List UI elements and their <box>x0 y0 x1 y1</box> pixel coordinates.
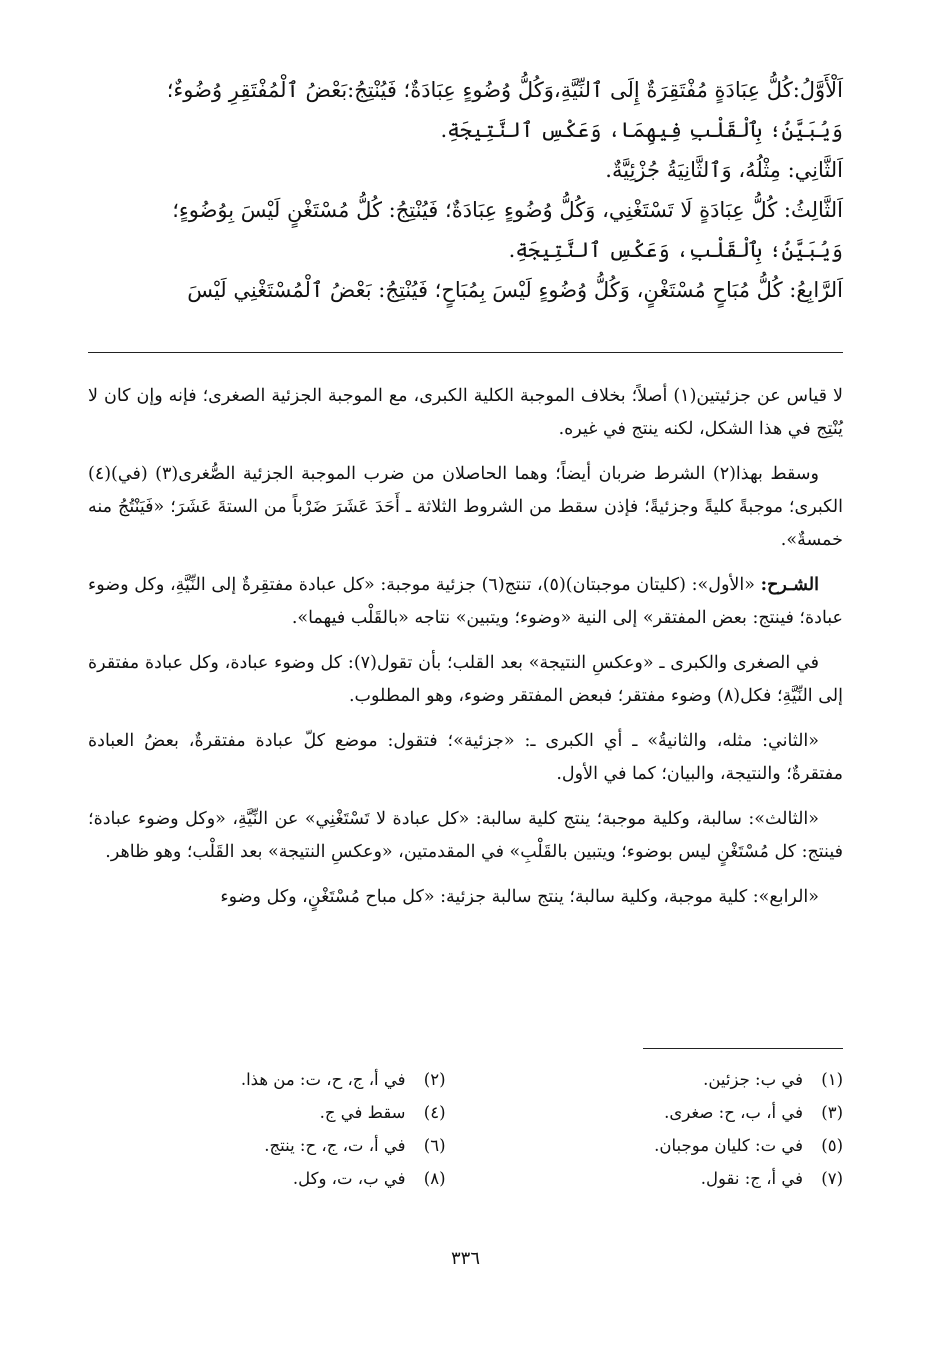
footnote-text: في ب، ت، وكل. <box>292 1169 406 1188</box>
footnote-number: (٤) <box>423 1103 446 1122</box>
footnote-text: في أ، ج: نقول. <box>700 1169 803 1188</box>
footnote-number: (٨) <box>423 1169 446 1188</box>
footnote <box>88 1066 446 1093</box>
sharh-commentary <box>88 380 843 926</box>
sharh-paragraph-text: «الأول»: (كليتان موجبتان)(٥)، تنتج(٦) جزئية موجبة: «كل عبادة مفتقِرةٌ إلى النِّيَّةِ، وكل وضوء عبادة؛ فينتج: بعض المفتقر» إلى النية «وضوء؛ ويتبين» نتاجه «بالقَلْب فيهما». <box>88 575 843 628</box>
sharh-paragraph: في الصغرى والكبرى ـ «وعكسِ النتيجة» بعد القلب؛ بأن تقول(٧): كل وضوء عبادة، وكل عبادة مفتقرة إلى النِّيَّةِ؛ فكل(٨) وضوء مفتقر؛ فبعض المفتقر وضوء، وهو المطلوب. <box>88 653 843 706</box>
sharh-paragraph: لا قياس عن جزئيتين(١) أصلاً؛ بخلاف الموجبة الكلية الكبرى، مع الموجبة الجزئية الصغرى؛ فإنه وإن كان لا يُنْتِج في هذا الشكل، لكنه ينتج في غيره. <box>88 386 844 439</box>
sharh-paragraph: «الثالث»: سالبة، وكلية موجبة؛ ينتج كلية سالبة: «كل عبادة لا تَسْتَغْنِي» عن النِّيَّةِ، «وكل وضوء عبادة؛ فينتج: كل مُسْتَغْنٍ ليس بوضوء؛ ويتبين بالقَلْبِ» في المقدمتين، «وعكسِ النتيجة» بعد القَلْب؛ وهو ظاهر. <box>88 809 843 862</box>
footnote <box>88 1132 446 1159</box>
footnote <box>486 1066 844 1093</box>
footnote <box>486 1132 844 1159</box>
matn-text <box>88 70 843 310</box>
footnote-text: في ب: جزئين. <box>703 1070 803 1089</box>
matn-line: وَيُبَيَّنُ؛ بِٱلْقَلْبِ فِيهِمَا، وَعَكْسِ ٱلنَّتِيجَةِ. <box>440 118 843 142</box>
footnote-number: (٦) <box>423 1136 446 1155</box>
footnote-number: (١) <box>821 1070 843 1089</box>
footnote-number: (٥) <box>821 1136 843 1155</box>
footnote-divider <box>643 1048 843 1049</box>
footnote-number: (٣) <box>821 1103 843 1122</box>
matn-line: اَلرَّابِعُ: كُلُّ مُبَاحٍ مُسْتَغْنٍ، وَكُلُّ وُضُوءٍ لَيْسَ بِمُبَاحٍ؛ فَيُنْتِجُ: بَعْضُ ٱلْمُسْتَغْنِي لَيْسَ <box>187 278 843 302</box>
page-number: ٣٣٦ <box>450 1248 480 1269</box>
sharh-paragraph <box>88 569 843 635</box>
footnotes <box>88 1066 843 1192</box>
matn-line: اَلثَّانِي: مِثْلُهُ، وَٱلثَّانِيَةُ جُزْئِيَّةٌ. <box>605 158 843 182</box>
matn-line: اَلْأَوَّلُ:كُلُّ عِبَادَةٍ مُفْتَقِرَةٌ إِلَى ٱلنِّيَّةِ،وَكُلُّ وُضُوءٍ عِبَادَةٌ؛ فَيُنْتِجُ:بَعْضُ ٱلْمُفْتَقِرِ وُضُوءٌ؛ <box>166 78 843 102</box>
matn-divider <box>88 352 843 353</box>
footnote <box>486 1165 844 1192</box>
footnote-text: في ت: كليان موجبان. <box>654 1136 803 1155</box>
footnote-number: (٢) <box>423 1070 446 1089</box>
footnote <box>486 1099 844 1126</box>
footnote-text: في أ، ب، ح: صغرى. <box>664 1103 803 1122</box>
sharh-paragraph: وسقط بهذا(٢) الشرط ضربان أيضاً؛ وهما الحاصلان من ضرب الموجبة الجزئية الصُّغرى(٣) (في)(٤) الكبرى؛ موجبةً كليةً وجزئيةً؛ فإذن سقط من الشروط الثلاثة ـ أَحَدَ عَشَرَ ضَرْباً من الستةَ عَشَرَ؛ «فَيَنْتُجُ منه خمسةٌ». <box>88 464 843 550</box>
footnote-text: في أ، ج، ح، ت: من هذا. <box>240 1070 406 1089</box>
footnote <box>88 1099 446 1126</box>
footnote-text: في أ، ت، ج، ح: ينتج. <box>264 1136 406 1155</box>
matn-line: اَلثَّالِثُ: كُلُّ عِبَادَةٍ لَا تَسْتَغْنِي، وَكُلُّ وُضُوءٍ عِبَادَةٌ؛ فَيُنْتِجُ: كُلُّ مُسْتَغْنٍ لَيْسَ بِوُضُوءٍ؛ <box>172 198 843 222</box>
footnote-number: (٧) <box>821 1169 843 1188</box>
footnote-text: سقط في ج. <box>319 1103 406 1122</box>
matn-line: وَيُبَيَّنُ؛ بِٱلْقَلْبِ، وَعَكْسِ ٱلنَّتِيجَةِ. <box>508 238 843 262</box>
sharh-paragraph: «الثاني: مثله، والثانيةُ» ـ أي الكبرى ـ: «جزئية»؛ فتقول: موضع كلّ عبادة مفتقرةٌ، بعضُ العبادة مفتقرةٌ؛ والنتيجة، والبيان؛ كما في الأول. <box>88 731 843 784</box>
sharh-label: الشـرح: <box>760 575 819 595</box>
footnote <box>88 1165 446 1192</box>
sharh-paragraph: «الرابع»: كلية موجبة، وكلية سالبة؛ ينتج سالبة جزئية: «كل مباح مُسْتَغْنٍ، وكل وضوء <box>220 887 819 907</box>
